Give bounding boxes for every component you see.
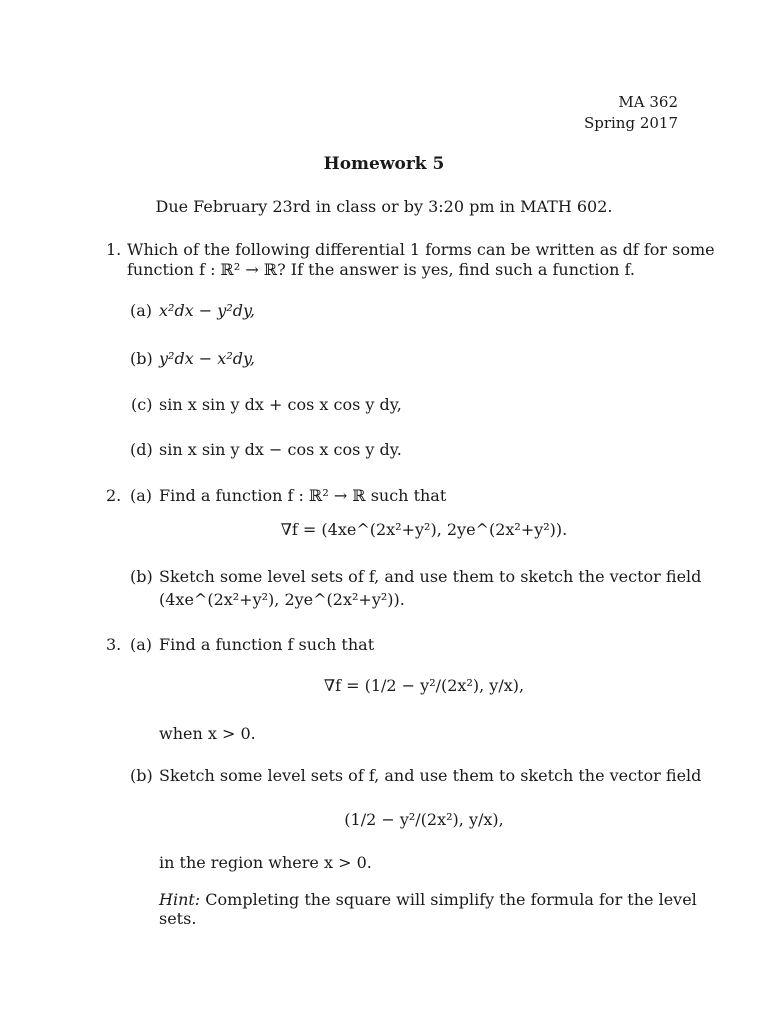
due-date-line: Due February 23rd in class or by 3:20 pm in MATH 602. xyxy=(155,197,613,216)
problem-3b-condition: in the region where x > 0. xyxy=(159,853,372,872)
problem-2b-text: Sketch some level sets of f, and use them to sketch the vector field xyxy=(159,567,702,586)
hint-label: Hint: xyxy=(159,890,201,909)
problem-1d-math: sin x sin y dx − cos x cos y dy. xyxy=(159,440,402,459)
problem-3-number: 3. xyxy=(106,635,122,654)
problem-2b-label: (b) xyxy=(130,567,153,586)
problem-2b-vector-field: (4xe^(2x²+y²), 2ye^(2x²+y²)). xyxy=(159,590,405,609)
problem-1b-label: (b) xyxy=(130,349,153,368)
problem-3a-display-equation: ∇f = (1/2 − y²/(2x²), y/x), xyxy=(323,676,525,695)
problem-3a-condition: when x > 0. xyxy=(159,724,256,743)
problem-1d-label: (d) xyxy=(130,440,153,459)
problem-3a-label: (a) xyxy=(130,635,153,654)
hint-text-line1: Completing the square will simplify the formula for the level xyxy=(205,890,697,909)
problem-2a-display-equation: ∇f = (4xe^(2x²+y²), 2ye^(2x²+y²)). xyxy=(280,520,568,539)
problem-2-number: 2. xyxy=(106,486,122,505)
problem-1-number: 1. xyxy=(106,240,122,259)
problem-2a-label: (a) xyxy=(130,486,153,505)
course-code: MA 362 xyxy=(618,93,678,111)
page-title: Homework 5 xyxy=(323,154,445,174)
problem-3b-label: (b) xyxy=(130,766,153,785)
problem-3-hint-line1 xyxy=(159,890,697,909)
problem-3b-display-equation: (1/2 − y²/(2x²), y/x), xyxy=(344,810,504,829)
problem-1a-math: x²dx − y²dy, xyxy=(159,301,255,320)
course-header xyxy=(584,92,678,134)
problem-1-text-line1: Which of the following differential 1 forms can be written as df for some xyxy=(127,240,715,259)
problem-3b-text: Sketch some level sets of f, and use them to sketch the vector field xyxy=(159,766,702,785)
problem-1c-label: (c) xyxy=(131,395,153,414)
problem-1a-label: (a) xyxy=(130,301,153,320)
problem-1-text-line2: function f : ℝ² → ℝ? If the answer is yes, find such a function f. xyxy=(127,260,635,279)
course-term: Spring 2017 xyxy=(583,114,678,132)
problem-3-hint-line2: sets. xyxy=(159,909,197,928)
problem-2a-text: Find a function f : ℝ² → ℝ such that xyxy=(159,486,447,505)
problem-1c-math: sin x sin y dx + cos x cos y dy, xyxy=(159,395,402,414)
problem-1b-math: y²dx − x²dy, xyxy=(159,349,255,368)
problem-3a-text: Find a function f such that xyxy=(159,635,375,654)
